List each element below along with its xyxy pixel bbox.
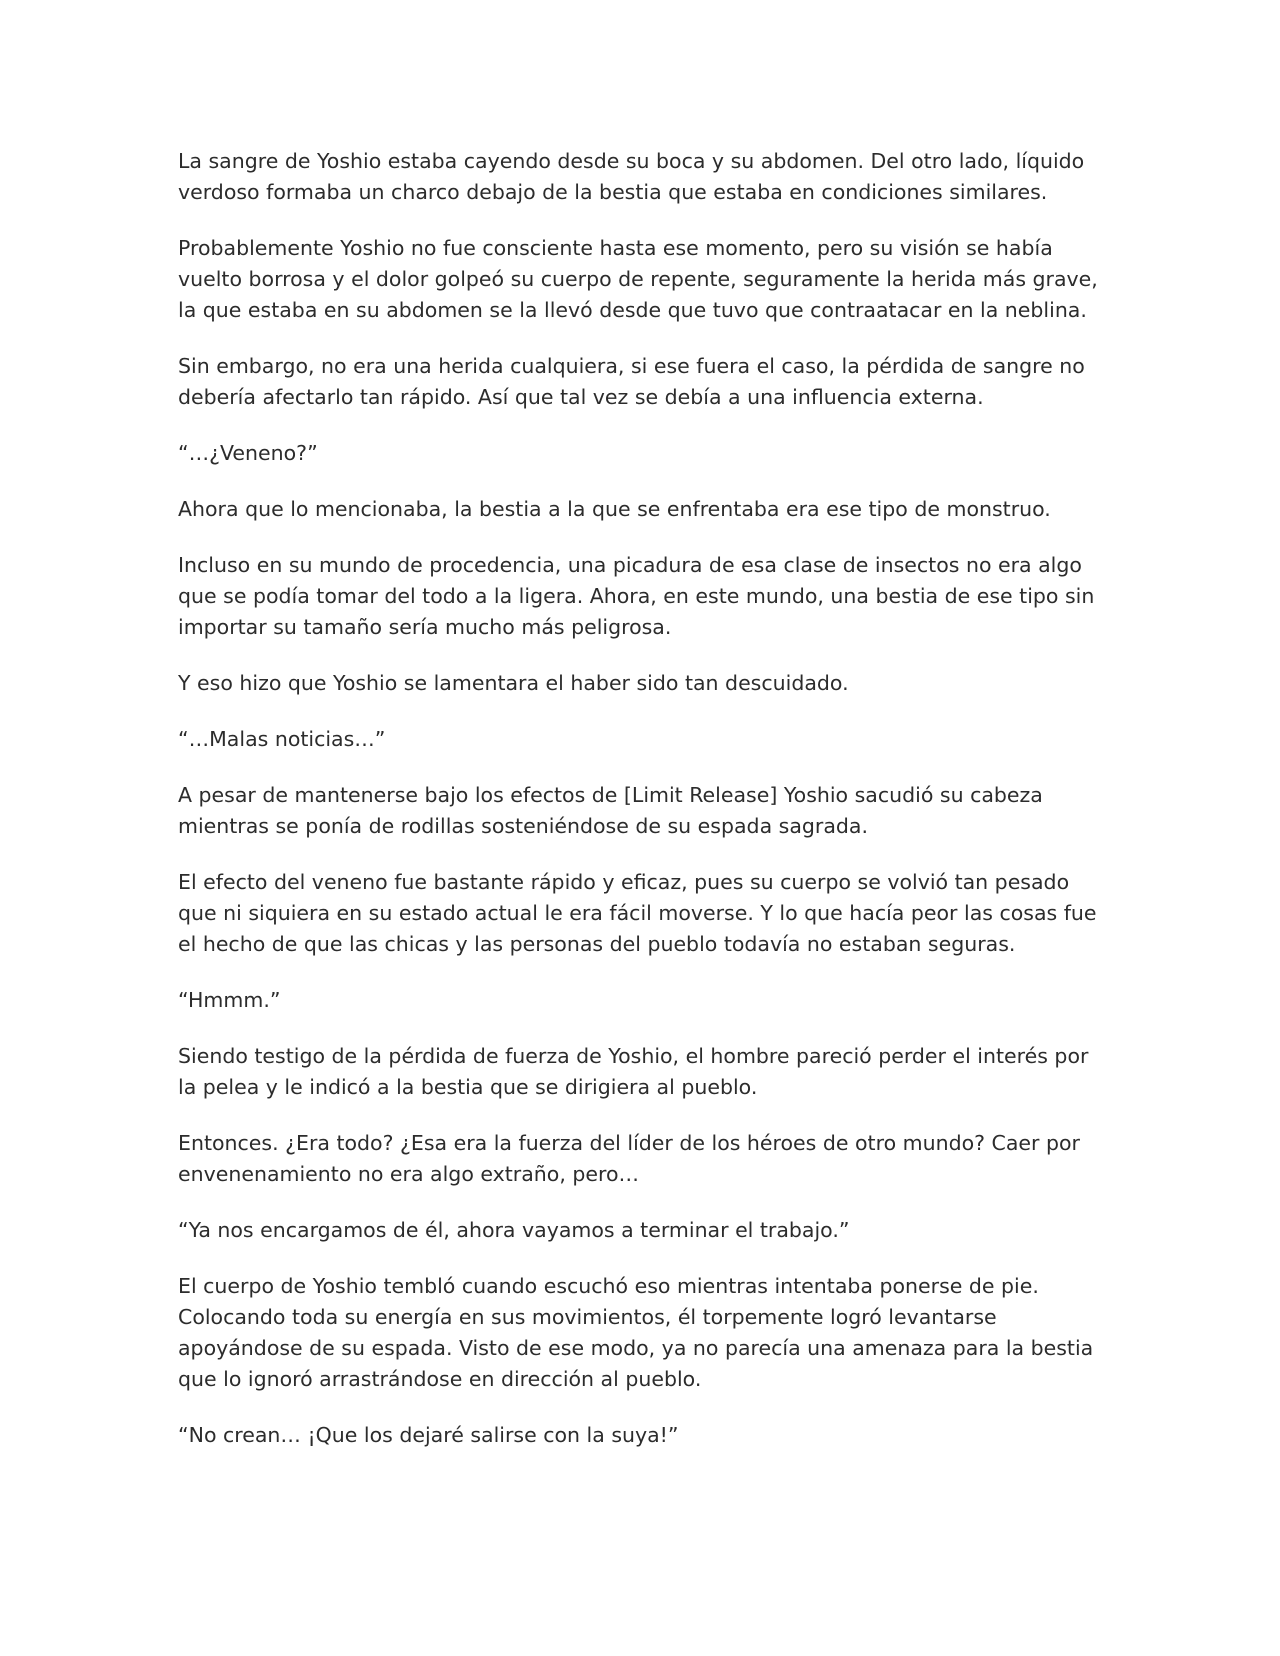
dialogue-line: “Hmmm.” [178,988,281,1012]
paragraph: La sangre de Yoshio estaba cayendo desde su boca y su abdomen. Del otro lado, líquido verdoso formaba un charco debajo de la bestia que estaba en condiciones similares. [178,149,1085,204]
paragraph: Incluso en su mundo de procedencia, una picadura de esa clase de insectos no era algo que se podía tomar del todo a la ligera. Ahora, en este mundo, una bestia de ese tipo sin importar su tamaño sería mucho más peligrosa. [178,553,1095,639]
paragraph: A pesar de mantenerse bajo los efectos de [Limit Release] Yoshio sacudió su cabeza mientras se ponía de rodillas sosteniéndose de su espada sagrada. [178,783,1043,838]
paragraph: Siendo testigo de la pérdida de fuerza de Yoshio, el hombre pareció perder el interés por la pelea y le indicó a la bestia que se dirigiera al pueblo. [178,1044,1089,1099]
paragraph: Y eso hizo que Yoshio se lamentara el haber sido tan descuidado. [178,671,849,695]
paragraph: El cuerpo de Yoshio tembló cuando escuchó eso mientras intentaba ponerse de pie. Colocando toda su energía en sus movimientos, él torpemente logró levantarse apoyándose de su espada. Visto de ese modo, ya no parecía una amenaza para la bestia que lo ignoró arrastrándose en dirección al pueblo. [178,1274,1094,1391]
paragraph: El efecto del veneno fue bastante rápido y eficaz, pues su cuerpo se volvió tan pesado que ni siquiera en su estado actual le era fácil moverse. Y lo que hacía peor las cosas fue el hecho de que las chicas y las personas del pueblo todavía no estaban seguras. [178,870,1097,956]
paragraph: Ahora que lo mencionaba, la bestia a la que se enfrentaba era ese tipo de monstruo. [178,497,1051,521]
paragraph: Entonces. ¿Era todo? ¿Esa era la fuerza del líder de los héroes de otro mundo? Caer por envenenamiento no era algo extraño, pero… [178,1131,1080,1186]
dialogue-line: “Ya nos encargamos de él, ahora vayamos a terminar el trabajo.” [178,1218,850,1242]
document-body [178,146,1108,1476]
paragraph: Probablemente Yoshio no fue consciente hasta ese momento, pero su visión se había vuelto borrosa y el dolor golpeó su cuerpo de repente, seguramente la herida más grave, la que estaba en su abdomen se la llevó desde que tuvo que contraatacar en la neblina. [178,236,1098,322]
paragraph: Sin embargo, no era una herida cualquiera, si ese fuera el caso, la pérdida de sangre no debería afectarlo tan rápido. Así que tal vez se debía a una influencia externa. [178,354,1085,409]
dialogue-line: “No crean… ¡Que los dejaré salirse con la suya!” [178,1423,679,1447]
dialogue-line: “…Malas noticias…” [178,727,386,751]
dialogue-line: “…¿Veneno?” [178,441,318,465]
